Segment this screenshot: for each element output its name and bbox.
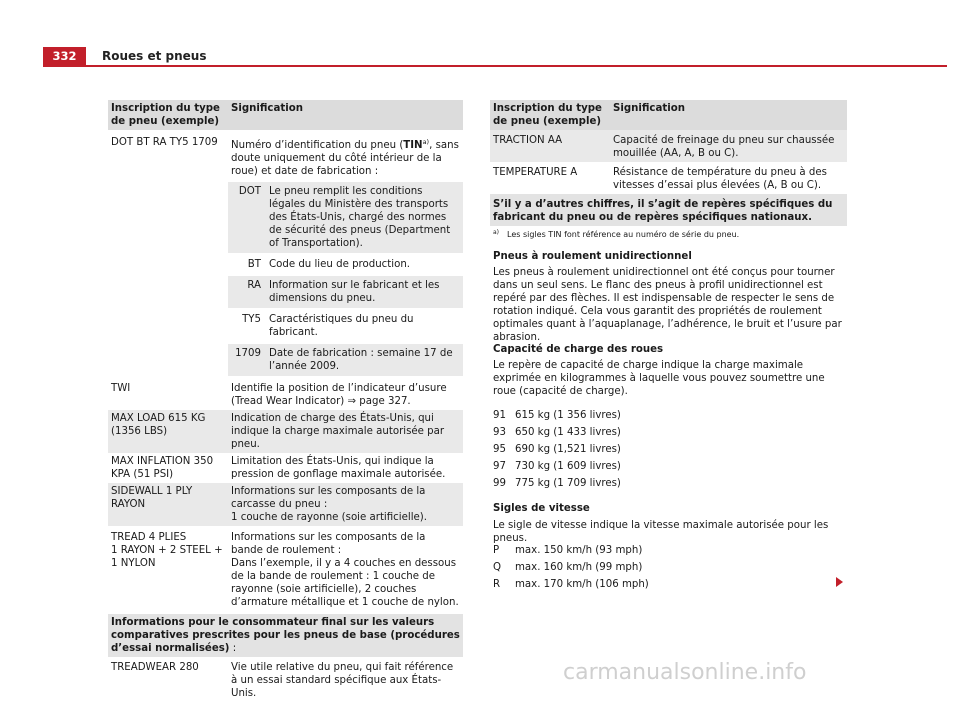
continue-arrow-icon [836, 577, 843, 587]
cell-code: MAX LOAD 615 KG (1356 LBS) [108, 410, 228, 453]
footnote-text: Les sigles TIN font référence au numéro de série du pneu. [507, 230, 740, 239]
consumer-info-heading [108, 614, 463, 657]
footnote-mark: a) [493, 229, 500, 236]
consumer-heading-colon: : [229, 643, 237, 654]
list-item-key: 99 [493, 478, 506, 489]
table-header-row [108, 100, 463, 130]
cell-code: DOT BT RA TY5 1709 [111, 137, 218, 148]
list-item-value: 775 kg (1 709 livres) [515, 478, 621, 489]
header-rule [43, 65, 947, 67]
speed-heading: Sigles de vitesse [493, 503, 590, 514]
cell-code: MAX INFLATION 350 KPA (51 PSI) [111, 456, 214, 480]
list-item-value: 730 kg (1 609 livres) [515, 461, 621, 472]
cell-code: TRACTION AA [490, 130, 610, 162]
table-row [490, 162, 847, 194]
table-row-dot [108, 130, 463, 376]
list-item-key: P [493, 545, 500, 556]
tire-markings-table-left [108, 100, 463, 702]
cell-code: TWI [111, 383, 131, 394]
list-item-value: 615 kg (1 356 livres) [515, 410, 621, 421]
footnote [493, 228, 853, 240]
consumer-heading-text: Informations pour le consommateur final sur les valeurs comparatives prescrites pour les pneus de base (procédures d’essai normalisées) [111, 617, 460, 654]
table-row [108, 526, 463, 614]
tire-markings-table-right [490, 100, 847, 226]
list-item-value: 650 kg (1 433 livres) [515, 427, 621, 438]
sub-text: Caractéristiques du pneu du fabricant. [269, 314, 414, 338]
column-header-inscription: Inscription du type de pneu (exemple) [490, 100, 610, 130]
load-index-list [493, 409, 853, 490]
cell-meaning: Informations sur les composants de la bande de roulement : Dans l’exemple, il y a 4 couches en dessous de la bande de roulement : 1 couche de rayonne (soie artificielle), 2 couches d’armature métallique et 1 couche de nylon. [231, 532, 459, 608]
list-item-key: 93 [493, 427, 506, 438]
page-title: Roues et pneus [102, 49, 207, 63]
table-row [108, 657, 463, 702]
list-item-value: max. 170 km/h (106 mph) [515, 579, 649, 590]
table-row [108, 483, 463, 526]
sub-row [228, 182, 463, 253]
sub-text: Information sur le fabricant et les dimensions du pneu. [266, 276, 463, 308]
dot-text-b: , sans doute uniquement du côté intérieur de la roue) et date de fabrication : [231, 140, 459, 177]
column-header-inscription: Inscription du type de pneu (exemple) [108, 100, 228, 130]
list-item-key: 91 [493, 410, 506, 421]
consumer-info-row [108, 614, 463, 657]
cell-code: SIDEWALL 1 PLY RAYON [108, 483, 228, 526]
cell-meaning: Indication de charge des États-Unis, qui indique la charge maximale autorisée par pneu. [228, 410, 463, 453]
table-row [108, 453, 463, 483]
directional-body: Les pneus à roulement unidirectionnel ont été conçus pour tourner dans un seul sens. Le flanc des pneus à profil unidirectionnel est repéré par des flèches. Il est indispensable de respecter le sens de rotation indiqué. Cela vous garantit des propriétés de roulement optimales quant à l’aquaplanage, l’adhérence, le bruit et l’usure par abrasion. [493, 267, 842, 343]
dot-text-a: Numéro d’identification du pneu ( [231, 140, 404, 151]
sub-text: Date de fabrication : semaine 17 de l’année 2009. [266, 344, 463, 376]
list-item-value: max. 160 km/h (99 mph) [515, 562, 643, 573]
sub-row [228, 344, 463, 376]
watermark: carmanualsonline.info [563, 660, 807, 685]
list-item-key: 95 [493, 444, 506, 455]
sub-row [228, 308, 463, 344]
cell-meaning: Résistance de température du pneu à des vitesses d’essai plus élevées (A, B ou C). [613, 167, 827, 191]
sub-code: 1709 [228, 344, 266, 376]
list-item-value: max. 150 km/h (93 mph) [515, 545, 643, 556]
page-number: 332 [43, 47, 86, 66]
cell-meaning: Limitation des États-Unis, qui indique la pression de gonflage maximale autorisée. [231, 456, 446, 480]
sub-code: RA [228, 276, 266, 308]
table-row [108, 376, 463, 410]
column-header-meaning: Signification [228, 100, 463, 130]
list-item-key: Q [493, 562, 502, 573]
table-row [108, 410, 463, 453]
tin-label: TIN [403, 140, 423, 151]
dot-description [228, 130, 463, 182]
manufacturer-note-row [490, 194, 847, 226]
manufacturer-note: S’il y a d’autres chiffres, il s’agit de repères spécifiques du fabricant du pneu ou de repères spécifiques nationaux. [490, 194, 847, 226]
list-item-key: 97 [493, 461, 506, 472]
cell-code: TEMPERATURE A [493, 167, 578, 178]
cell-code: TREADWEAR 280 [111, 662, 199, 673]
sub-row [228, 276, 463, 308]
dot-breakdown-table [228, 182, 463, 376]
sub-row [228, 253, 463, 276]
list-item-key: R [493, 579, 501, 590]
table-header-row [490, 100, 847, 130]
cell-meaning: Vie utile relative du pneu, qui fait référence à un essai standard spécifique aux États-Unis. [231, 662, 454, 699]
sub-text: Le pneu remplit les conditions légales du Ministère des transports des États-Unis, chargé des normes de sécurité des pneus (Department of Transportation). [266, 182, 463, 253]
speed-symbol-list [493, 544, 853, 591]
cell-code: TREAD 4 PLIES 1 RAYON + 2 STEEL + 1 NYLON [111, 532, 223, 569]
footnote-ref: a) [422, 138, 430, 146]
list-item-value: 690 kg (1,521 livres) [515, 444, 621, 455]
cell-meaning: Capacité de freinage du pneu sur chaussée mouillée (AA, A, B ou C). [610, 130, 847, 162]
column-header-meaning: Signification [610, 100, 847, 130]
load-heading: Capacité de charge des roues [493, 344, 664, 355]
sub-code: TY5 [242, 314, 261, 325]
sub-text: Code du lieu de production. [269, 259, 411, 270]
cell-meaning: Identifie la position de l’indicateur d’usure (Tread Wear Indicator) ⇒ page 327. [231, 383, 447, 407]
cell-meaning: Informations sur les composants de la carcasse du pneu : 1 couche de rayonne (soie artificielle). [228, 483, 463, 526]
speed-body: Le sigle de vitesse indique la vitesse maximale autorisée pour les pneus. [493, 520, 829, 544]
table-row [490, 130, 847, 162]
sub-code: DOT [228, 182, 266, 253]
cell-meaning [228, 130, 463, 376]
load-body: Le repère de capacité de charge indique la charge maximale exprimée en kilogrammes à laquelle vous pouvez soumettre une roue (capacité de charge). [493, 360, 825, 397]
sub-code: BT [247, 259, 261, 270]
directional-heading: Pneus à roulement unidirectionnel [493, 251, 692, 262]
